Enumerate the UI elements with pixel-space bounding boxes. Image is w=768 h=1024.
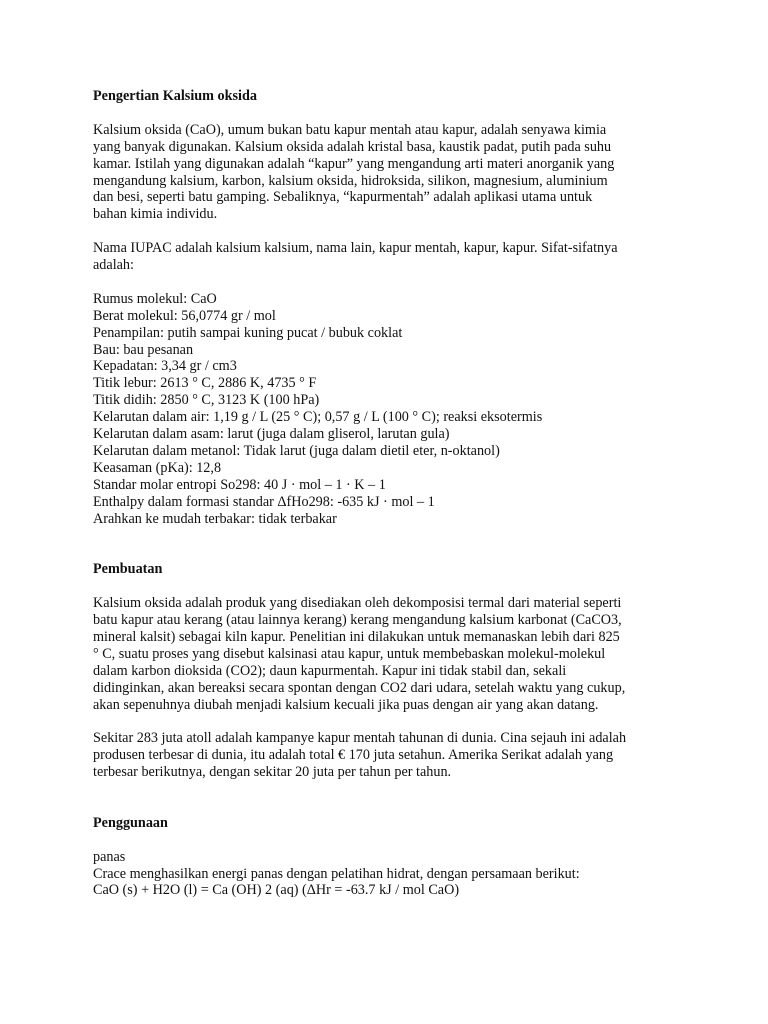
text-line: panas: [93, 848, 126, 865]
text-line: Kalsium oksida (CaO), umum bukan batu kapur mentah atau kapur, adalah senyawa kimia: [93, 121, 607, 138]
text-line: terbesar berikutnya, dengan sekitar 20 juta per tahun per tahun.: [93, 764, 452, 781]
text-line: mengandung kalsium, karbon, kalsium oksida, hidroksida, silikon, magnesium, aluminium: [93, 172, 608, 189]
property-line: Titik lebur: 2613 ° C, 2886 K, 4735 ° F: [93, 375, 317, 392]
text-line: bahan kimia individu.: [93, 206, 218, 223]
property-line: Bau: bau pesanan: [93, 341, 194, 358]
property-line: Kelarutan dalam air: 1,19 g / L (25 ° C); 0,57 g / L (100 ° C); reaksi eksotermis: [93, 409, 543, 426]
property-line: Keasaman (pKa): 12,8: [93, 459, 222, 476]
property-line: Kelarutan dalam asam: larut (juga dalam gliserol, larutan gula): [93, 426, 450, 443]
text-line: Sekitar 283 juta atoll adalah kampanye kapur mentah tahunan di dunia. Cina sejauh ini adalah: [93, 730, 627, 747]
property-line: Kelarutan dalam metanol: Tidak larut (juga dalam dietil eter, n-oktanol): [93, 442, 500, 459]
text-line: produsen terbesar di dunia, itu adalah total € 170 juta setahun. Amerika Serikat adalah yang: [93, 747, 614, 764]
property-line: Kepadatan: 3,34 gr / cm3: [93, 358, 237, 375]
text-line: batu kapur atau kerang (atau lainnya kerang) kerang mengandung kalsium karbonat (CaCO3,: [93, 612, 622, 629]
text-line: dalam karbon dioksida (CO2); daun kapurmentah. Kapur ini tidak stabil dan, sekali: [93, 662, 567, 679]
text-line: CaO (s) + H2O (l) = Ca (OH) 2 (aq) (ΔHr = -63.7 kJ / mol CaO): [93, 882, 460, 899]
heading-pengertian: Pengertian Kalsium oksida: [93, 88, 257, 104]
property-line: Enthalpy dalam formasi standar ΔfHo298: -635 kJ · mol – 1: [93, 493, 435, 510]
text-line: Nama IUPAC adalah kalsium kalsium, nama lain, kapur mentah, kapur, kapur. Sifat-sifatnya: [93, 240, 618, 257]
paragraph-penggunaan: [93, 849, 713, 900]
text-line: yang banyak digunakan. Kalsium oksida adalah kristal basa, kaustik padat, putih pada suhu: [93, 138, 612, 155]
text-line: didinginkan, akan bereaksi secara spontan dengan CO2 dari udara, setelah waktu yang cukup,: [93, 679, 626, 696]
paragraph-pembuatan-2: [93, 730, 713, 781]
property-line: Rumus molekul: CaO: [93, 290, 217, 307]
property-line: Penampilan: putih sampai kuning pucat / bubuk coklat: [93, 324, 403, 341]
property-line: Standar molar entropi So298: 40 J · mol – 1 · K – 1: [93, 476, 386, 493]
text-line: akan sepenuhnya diubah menjadi kalsium kecuali jika puas dengan air yang akan datang.: [93, 696, 599, 713]
paragraph-iupac: [93, 240, 713, 274]
property-line: Titik didih: 2850 ° C, 3123 K (100 hPa): [93, 392, 320, 409]
text-line: Kalsium oksida adalah produk yang disediakan oleh dekomposisi termal dari material seperti: [93, 595, 622, 612]
paragraph-intro: [93, 122, 713, 223]
document-body: [93, 88, 713, 899]
text-line: kamar. Istilah yang digunakan adalah “kapur” yang mengandung arti materi anorganik yang: [93, 155, 615, 172]
text-line: Crace menghasilkan energi panas dengan pelatihan hidrat, dengan persamaan berikut:: [93, 865, 580, 882]
heading-pembuatan: Pembuatan: [93, 561, 163, 578]
property-line: Berat molekul: 56,0774 gr / mol: [93, 307, 276, 324]
text-line: adalah:: [93, 257, 134, 274]
text-line: mineral kalsit) sebagai kiln kapur. Penelitian ini dilakukan untuk memanaskan lebih dari 825: [93, 628, 620, 645]
text-line: dan besi, seperti batu gamping. Sebaliknya, “kapurmentah” adalah aplikasi utama untuk: [93, 189, 593, 206]
property-line: Arahkan ke mudah terbakar: tidak terbakar: [93, 510, 337, 527]
properties-list: [93, 291, 713, 528]
paragraph-pembuatan-1: [93, 595, 713, 713]
heading-penggunaan: Penggunaan: [93, 814, 168, 831]
text-line: ° C, suatu proses yang disebut kalsinasi atau kapur, untuk membebaskan molekul-molekul: [93, 645, 606, 662]
